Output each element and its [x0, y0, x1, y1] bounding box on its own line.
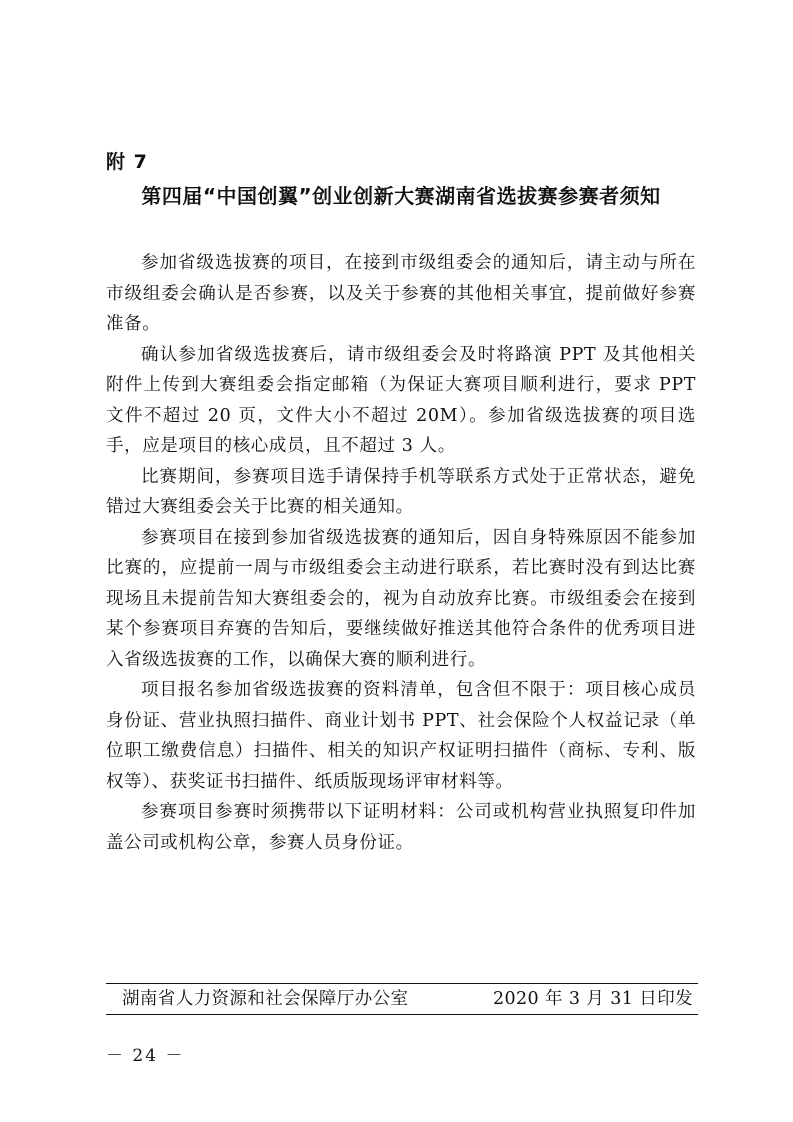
issue-date: 2020 年 3 月 31 日印发	[492, 989, 693, 1009]
document-body	[106, 248, 696, 858]
paragraph-required-documents: 参赛项目参赛时须携带以下证明材料：公司或机构营业执照复印件加盖公司或机构公章，参赛人员身份证。	[106, 802, 696, 853]
page-number: － 24 －	[106, 1046, 185, 1066]
attachment-label: 附 7	[106, 151, 148, 173]
paragraph-materials-list: 项目报名参加省级选拔赛的资料清单，包含但不限于：项目核心成员身份证、营业执照扫描件、商业计划书 PPT、社会保险个人权益记录（单位职工缴费信息）扫描件、相关的知识产权证明扫描件（商标、专利、版权等）、获奖证书扫描件、纸质版现场评审材料等。	[106, 680, 696, 792]
document-title: 第四届“中国创翼”创业创新大赛湖南省选拔赛参赛者须知	[141, 184, 661, 208]
footer-bottom-rule	[106, 1014, 698, 1015]
issuer-name: 湖南省人力资源和社会保障厅办公室	[122, 989, 409, 1009]
paragraph-withdrawal: 参赛项目在接到参加省级选拔赛的通知后，因自身特殊原因不能参加比赛的，应提前一周与市级组委会主动进行联系，若比赛时没有到达比赛现场且未提前告知大赛组委会的，视为自动放弃比赛。市级组委会在接到某个参赛项目弃赛的告知后，要继续做好推送其他符合条件的优秀项目进入省级选拔赛的工作，以确保大赛的顺利进行。	[106, 527, 696, 670]
footer-top-rule	[106, 983, 698, 984]
paragraph-registration: 参加省级选拔赛的项目，在接到市级组委会的通知后，请主动与所在市级组委会确认是否参赛，以及关于参赛的其他相关事宜，提前做好参赛准备。	[106, 253, 696, 334]
paragraph-ppt-upload: 确认参加省级选拔赛后，请市级组委会及时将路演 PPT 及其他相关附件上传到大赛组委会指定邮箱（为保证大赛项目顺利进行，要求 PPT 文件不超过 20 页，文件大小不超过 20M）。参加省级选拔赛的项目选手，应是项目的核心成员，且不超过 3 人。	[106, 344, 696, 456]
paragraph-contact: 比赛期间，参赛项目选手请保持手机等联系方式处于正常状态，避免错过大赛组委会关于比赛的相关通知。	[106, 466, 696, 517]
